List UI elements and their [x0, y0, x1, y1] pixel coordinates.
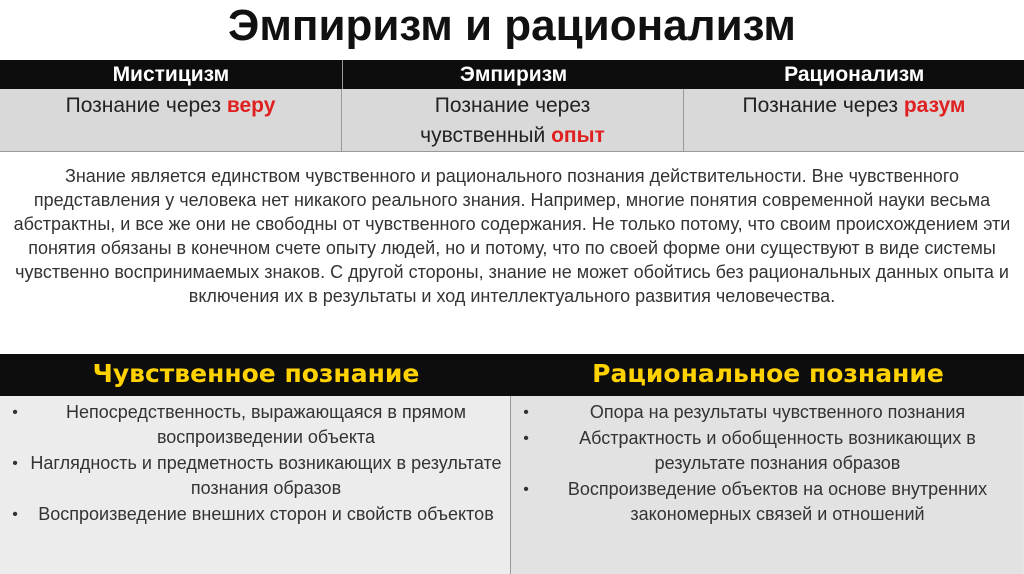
sensory-list — [0, 396, 511, 574]
bullet-icon: • — [523, 481, 529, 498]
bullet-icon: • — [12, 404, 18, 421]
bullet-icon: • — [523, 430, 529, 447]
cell-empiricism — [342, 89, 684, 151]
header-rationalism: Рационализм — [784, 63, 925, 86]
list-item: • Опора на результаты чувственного познания — [515, 400, 1018, 425]
cell-rationalism-highlight: разум — [903, 94, 966, 117]
header-sensory-cognition: Чувственное познание — [92, 359, 420, 388]
description-paragraph: Знание является единством чувственного и рационального познания действительности. Вне чувственного представления у человека нет никакого реального знания. Например, многие понятия современной науки весьма абстрактны, и все же они не свободны от чувственного содержания. Не только потому, что своим происхождением эти понятия обязаны в конечном счете опыту людей, но и потому, что по своей форме они существуют в виде системы чувственно воспринимаемых знаков. С другой стороны, знание не может обойтись без рациональных данных опыта и включения их в результаты и ход интеллектуального развития человечества. — [13, 166, 1011, 306]
cell-empiricism-highlight: опыт — [551, 124, 605, 147]
header-mysticism: Мистицизм — [0, 60, 343, 89]
list-item: • Наглядность и предметность возникающих в результате познания образов — [4, 451, 506, 501]
cell-rationalism — [684, 89, 1024, 151]
bullet-icon: • — [12, 506, 18, 523]
header-rational-cognition: Рациональное познание — [592, 359, 944, 388]
cell-mysticism-highlight: веру — [226, 94, 276, 117]
header-empiricism: Эмпиризм — [459, 63, 568, 86]
top-table-header — [0, 60, 1024, 89]
bullet-icon: • — [12, 455, 18, 472]
list-item: • Непосредственность, выражающаяся в прямом воспроизведении объекта — [4, 400, 506, 450]
bottom-table-header — [0, 354, 1024, 396]
bullet-icon: • — [523, 404, 529, 421]
cell-rationalism-text: Познание через — [742, 94, 904, 117]
top-table-row — [0, 89, 1024, 152]
list-item: • Абстрактность и обобщенность возникающих в результате познания образов — [515, 426, 1018, 476]
cell-mysticism — [0, 89, 342, 151]
rational-list — [511, 396, 1022, 574]
page-title: Эмпиризм и рационализм — [228, 1, 796, 50]
bottom-table-body — [0, 396, 1024, 574]
cell-empiricism-text: Познание через чувственный — [420, 94, 591, 147]
list-item: • Воспроизведение объектов на основе внутренних закономерных связей и отношений — [515, 477, 1018, 527]
cell-mysticism-text: Познание через — [65, 94, 227, 117]
list-item: • Воспроизведение внешних сторон и свойств объектов — [4, 502, 506, 527]
